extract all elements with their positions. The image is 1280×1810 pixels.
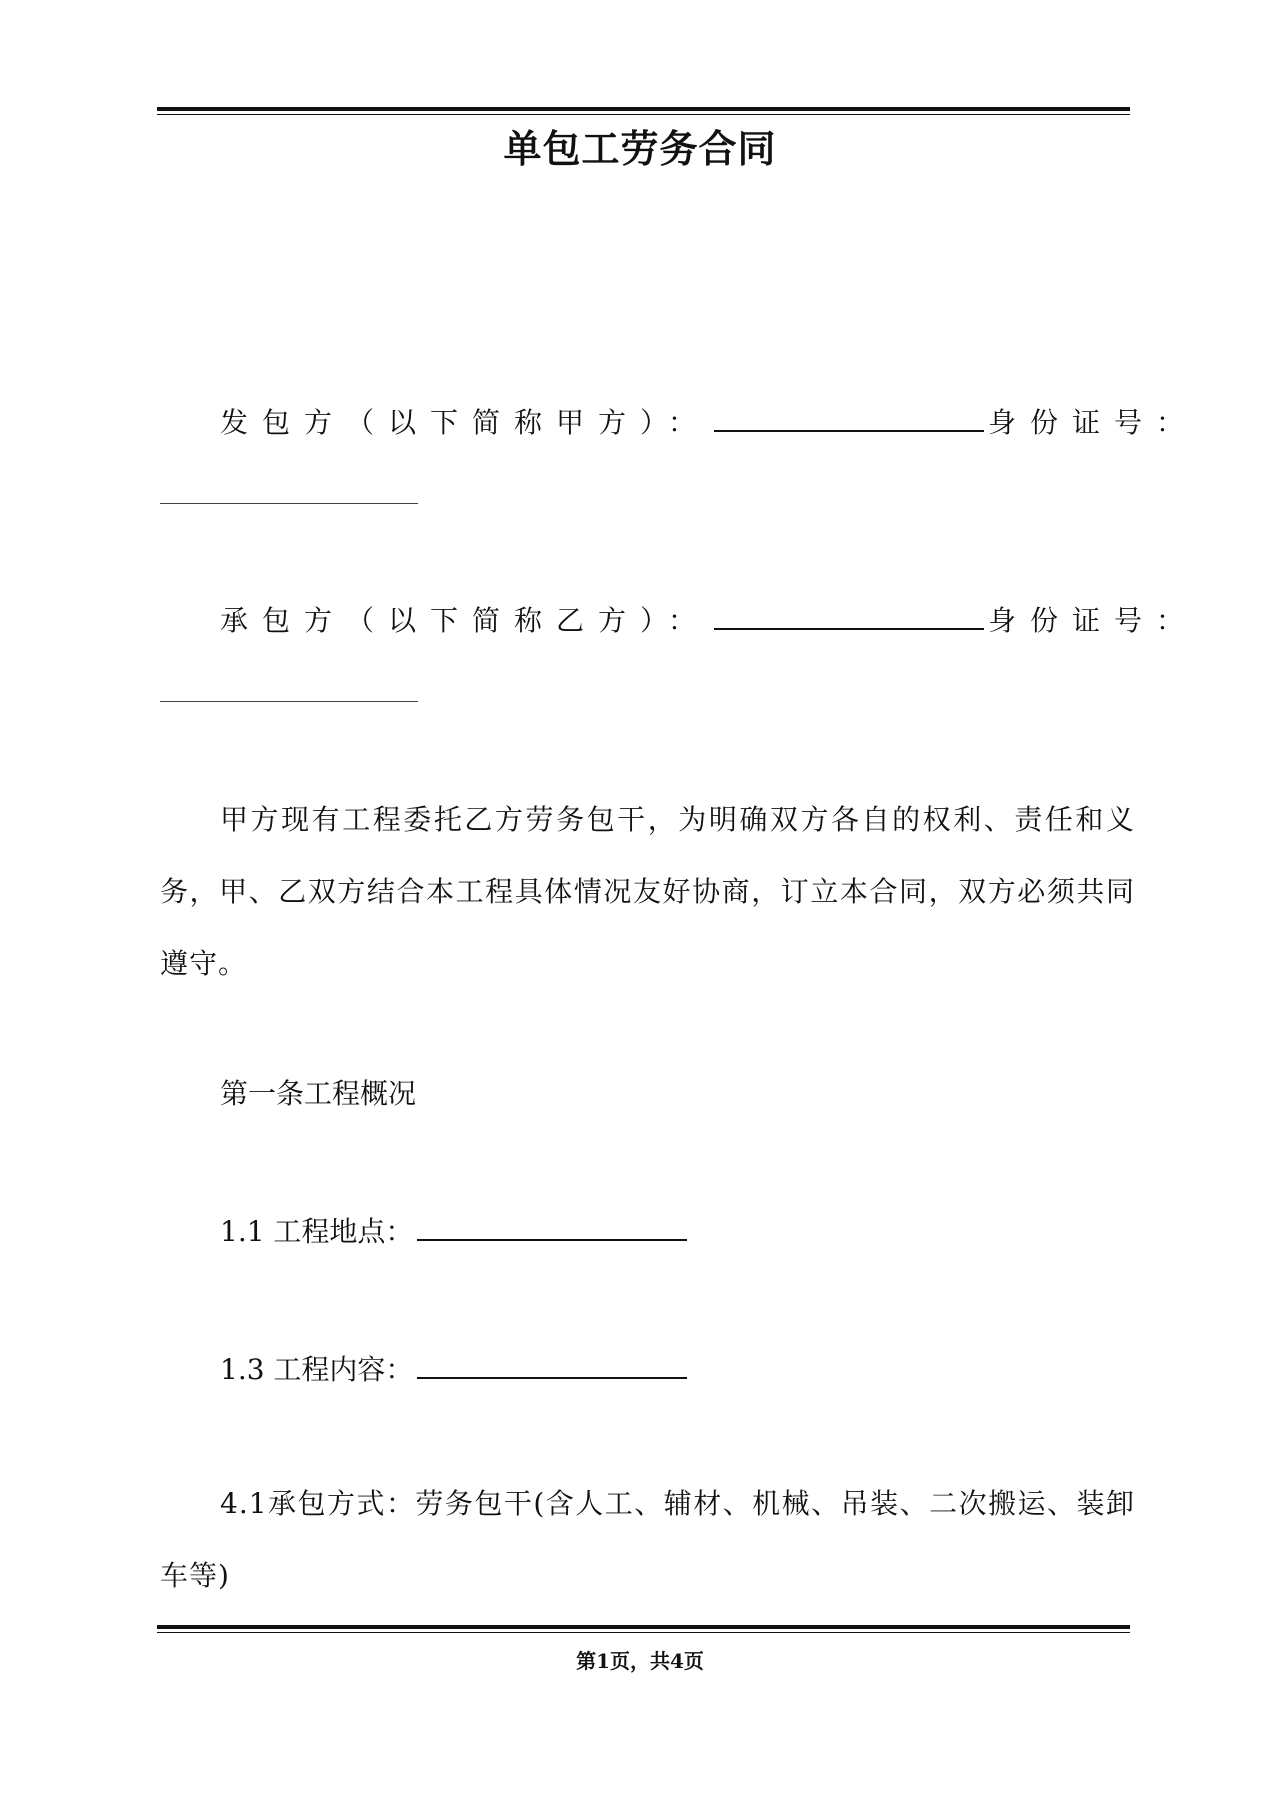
item-1-1 (220, 1213, 691, 1250)
item-1-1-label: 1.1 工程地点： (220, 1215, 414, 1248)
item-1-3-blank (417, 1351, 687, 1379)
party-a-line (220, 404, 1198, 441)
party-b-id-label: 身份证号： (988, 604, 1199, 637)
intro-paragraph: 甲方现有工程委托乙方劳务包干，为明确双方各自的权利、责任和义务，甲、乙双方结合本工程具体情况友好协商，订立本合同，双方必须共同遵守。 (160, 803, 1135, 980)
item-4-1: 4.1承包方式：劳务包干(含人工、辅材、机械、吊装、二次搬运、装卸车等) (160, 1487, 1135, 1592)
party-b-id-blank (160, 701, 418, 702)
footer-rule-thick (157, 1625, 1130, 1629)
party-b-label: 承包方（以下简称乙方）： (220, 604, 711, 637)
party-b-line (220, 602, 1198, 639)
item-1-3-label: 1.3 工程内容： (220, 1353, 414, 1386)
party-a-id-blank (160, 503, 418, 504)
document-title: 单包工劳务合同 (503, 126, 777, 171)
item-1-3 (220, 1351, 691, 1388)
header-rule-thin (157, 114, 1130, 115)
party-a-id-label: 身份证号： (988, 406, 1199, 439)
party-a-label: 发包方（以下简称甲方）： (220, 406, 711, 439)
party-b-name-blank (714, 602, 984, 630)
party-a-name-blank (714, 404, 984, 432)
article-1-heading: 第一条工程概况 (220, 1077, 417, 1110)
page-number: 第1页，共4页 (576, 1649, 704, 1673)
item-1-1-blank (417, 1213, 687, 1241)
header-rule-thick (157, 107, 1130, 111)
footer-rule-thin (157, 1632, 1130, 1633)
